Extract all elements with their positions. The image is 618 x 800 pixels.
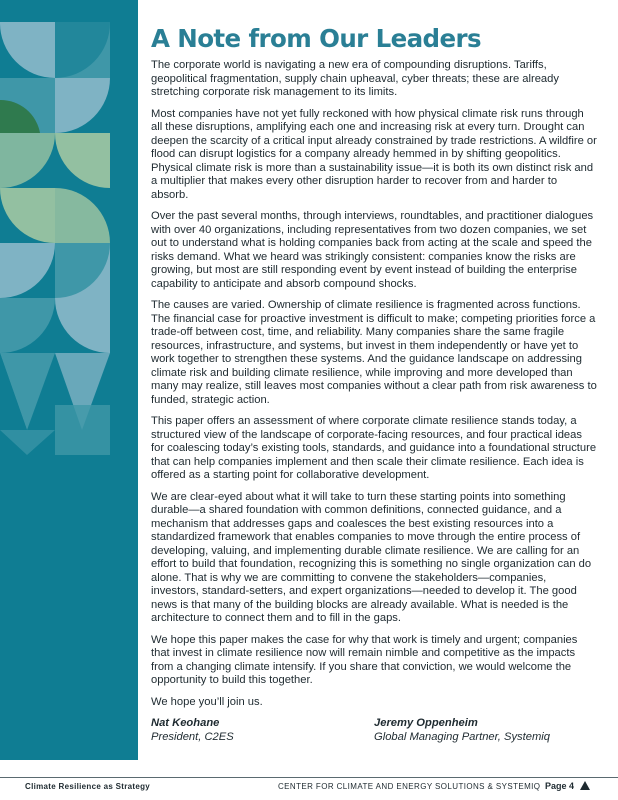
paragraph: The corporate world is navigating a new era of compounding disruptions. Tariffs, geopolitical fragmentation, supply chain upheaval, cyber threats; these are already stretching corporate risk management to its limits. — [151, 59, 559, 98]
paragraph: Over the past several months, through interviews, roundtables, and practitioner dialogues with over 40 organizations, including representatives from two dozen companies, we set out to understand what is holding companies back from acting at the scale and speed the risks demand. What we heard was strikingly consistent: companies know the risks are growing, but most are still responding event by event instead of building the enterprise capability to anticipate and absorb compound shocks. — [151, 210, 594, 290]
signature-block — [151, 717, 597, 744]
letter-content — [151, 25, 597, 744]
signatory-name: Jeremy Oppenheim — [374, 717, 478, 729]
footer-divider — [0, 777, 618, 778]
signature-2 — [374, 717, 597, 744]
footer-report-title: Climate Resilience as Strategy — [25, 782, 151, 791]
page-title: A Note from Our Leaders — [151, 24, 481, 53]
triangle-up-icon[interactable] — [580, 781, 590, 790]
paragraph: Most companies have not yet fully reckoned with how physical climate risk runs through all these disruptions, amplifying each one and increasing risk at every turn. Drought can deepen the scarcity of a critical input already constrained by trade restrictions. A wildfire or flood can disrupt logistics for a company already hemmed in by shifting geopolitics. Physical climate risk is more than a sustainability issue—it is both its own distinct risk and a multiplier that makes every other disruption harder to recover from and harder to absorb. — [151, 107, 597, 201]
page-footer — [0, 780, 618, 794]
decorative-geometric-band — [0, 0, 138, 760]
footer-organizations: CENTER FOR CLIMATE AND ENERGY SOLUTIONS & SYSTEMIQ — [278, 782, 541, 791]
paragraph: We are clear-eyed about what it will take to turn these starting points into something durable—a shared foundation with common definitions, connected guidance, and a mechanism that addresses gaps and coalesces the best existing resources into a standardized framework that enables companies to move through the entire process of developing, valuing, and implementing durable climate resilience. We are calling for an effort to build that foundation, recognizing this is something no single organization can do alone. That is why we are committing to convene the stakeholders—companies, investors, standard-setters, and expert organizations—needed to develop it. The good news is that many of the building blocks are already available. What is needed is the architecture to connect them and to fill in the gaps. — [151, 490, 592, 624]
paragraph: This paper offers an assessment of where corporate climate resilience stands today, a structured view of the landscape of corporate-facing resources, and four practical ideas for coalescing today’s existing tools, standards, and guidance into a foundational structure that can help companies implement and then scale their climate resilience. Each idea is offered as a starting point for collaborative development. — [151, 415, 597, 481]
signature-1 — [151, 717, 374, 744]
closing-line: We hope you’ll join us. — [151, 695, 263, 708]
paragraph: We hope this paper makes the case for why that work is timely and urgent; companies that invest in climate resilience now will remain nimble and competitive as the impacts from a changing climate intensify. If you share that conviction, we would welcome the opportunity to build this together. — [151, 633, 578, 686]
page-number: Page 4 — [545, 781, 575, 791]
signatory-role: President, C2ES — [151, 730, 234, 743]
paragraph: The causes are varied. Ownership of climate resilience is fragmented across functions. The financial case for proactive investment is difficult to make; competing priorities force a trade-off between cost, time, and reliability. Many companies share the same fragile resources, infrastructure, and systems, but invest in them independently or have yet to work together to strengthen these systems. And the guidance landscape on addressing climate risk and building climate resilience, while improving and more developed than many may realize, still leaves most companies without a clear path from risk awareness to funded, strategic action. — [151, 299, 597, 406]
signatory-name: Nat Keohane — [151, 717, 220, 729]
signatory-role: Global Managing Partner, Systemiq — [374, 730, 550, 743]
